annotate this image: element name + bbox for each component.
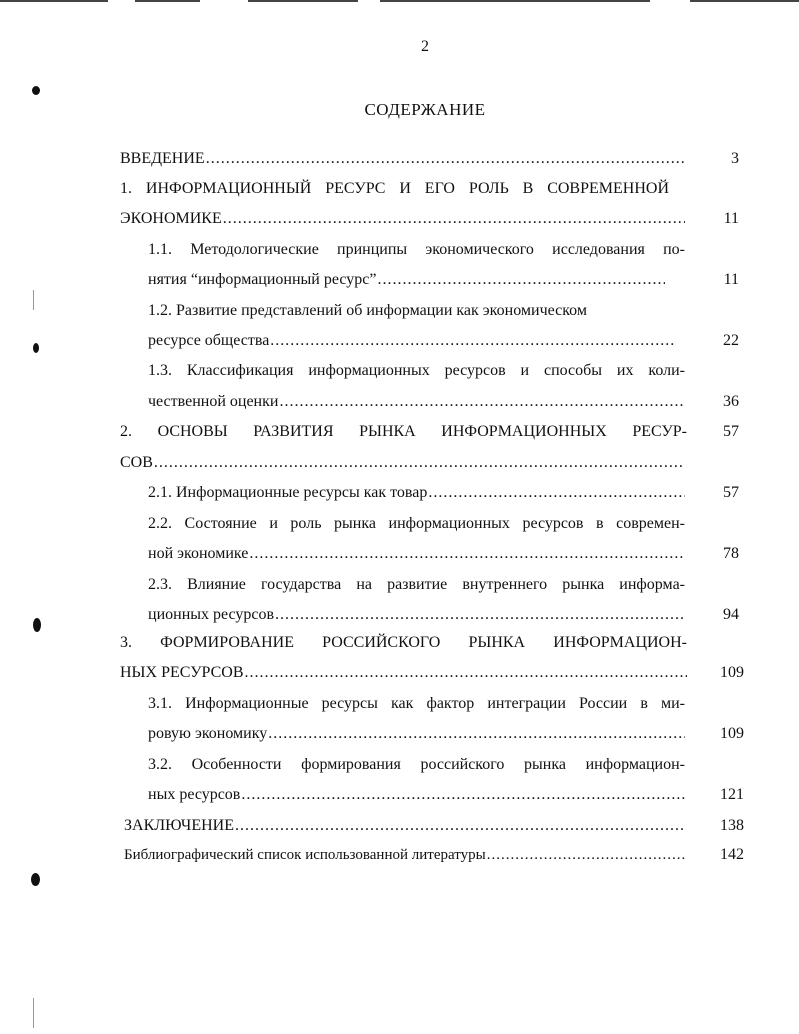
toc-entry-title: СОВ [120, 454, 153, 471]
toc-entry-introduction[interactable] [120, 149, 685, 169]
toc-entry-title: ЭКОНОМИКЕ [120, 210, 222, 227]
toc-entry-title: Библиографический список использованной литературы [124, 847, 486, 863]
toc-entry-title: ЗАКЛЮЧЕНИЕ [124, 817, 234, 834]
dot-leader [154, 453, 683, 473]
dot-leader [275, 605, 685, 625]
toc-page-number: 22 [723, 332, 739, 349]
dot-leader [206, 149, 685, 169]
toc-entry-section-3-2-cont[interactable] [148, 785, 685, 805]
toc-page-number: 57 [723, 423, 739, 440]
dot-leader [249, 544, 685, 564]
toc-page-number: 11 [723, 271, 739, 288]
toc-entry-section-3-1-cont[interactable] [148, 724, 685, 744]
toc-entry-chapter-3-cont[interactable] [120, 663, 687, 683]
toc-entry-title: нятия “информационный ресурс” [148, 271, 377, 288]
toc-entry-section-1-1-cont[interactable] [148, 270, 665, 290]
toc-entry-section-2-3[interactable]: 2.3. Влияние государства на развитие внутреннего рынка информа- [148, 576, 685, 593]
toc-entry-section-2-1[interactable] [148, 483, 685, 503]
toc-entry-title: ционных ресурсов [148, 606, 275, 623]
toc-entry-title: ВВЕДЕНИЕ [120, 150, 205, 167]
dot-leader [245, 663, 687, 683]
page-number: 2 [421, 38, 429, 55]
toc-entry-title: НЫХ РЕСУРСОВ [120, 664, 244, 681]
toc-entry-section-2-3-cont[interactable] [148, 605, 685, 625]
toc-page-number: 109 [720, 664, 744, 681]
dot-leader [241, 785, 685, 805]
toc-entry-section-1-2[interactable]: 1.2. Развитие представлений об информации как экономическом [148, 302, 587, 319]
toc-entry-title: ной экономике [148, 545, 249, 562]
toc-entry-bibliography[interactable] [124, 845, 685, 865]
toc-entry-section-1-3-cont[interactable] [148, 392, 685, 412]
dot-leader [223, 209, 685, 229]
toc-page-number: 94 [723, 606, 739, 623]
toc-page-number: 3 [731, 150, 739, 167]
toc-page-number: 78 [723, 545, 739, 562]
dot-leader [268, 724, 685, 744]
dot-leader [377, 270, 665, 290]
toc-entry-chapter-2[interactable]: 2. ОСНОВЫ РАЗВИТИЯ РЫНКА ИНФОРМАЦИОННЫХ РЕСУР- [120, 423, 687, 440]
toc-page-number: 138 [720, 817, 744, 834]
toc-entry-chapter-2-cont[interactable] [120, 453, 683, 473]
toc-entry-section-1-2-cont[interactable] [148, 331, 675, 351]
toc-entry-title: ровую экономику [148, 725, 268, 742]
toc-entry-title: ных ресурсов [148, 786, 241, 803]
toc-entry-chapter-1-cont[interactable] [120, 209, 685, 229]
dot-leader [279, 392, 685, 412]
toc-page-number: 142 [720, 846, 744, 863]
dot-leader [428, 483, 685, 503]
toc-entry-section-2-2-cont[interactable] [148, 544, 685, 564]
toc-entry-chapter-1[interactable]: 1. ИНФОРМАЦИОННЫЙ РЕСУРС И ЕГО РОЛЬ В СОВРЕМЕННОЙ [120, 180, 669, 197]
toc-entry-title: 2.1. Информационные ресурсы как товар [148, 484, 428, 501]
toc-page-number: 121 [720, 786, 744, 803]
toc-page-number: 36 [723, 393, 739, 410]
dot-leader [235, 816, 685, 836]
toc-entry-section-3-1[interactable]: 3.1. Информационные ресурсы как фактор интеграции России в ми- [148, 695, 685, 712]
dot-leader [270, 331, 675, 351]
toc-entry-title: чественной оценки [148, 393, 279, 410]
toc-entry-section-3-2[interactable]: 3.2. Особенности формирования российского рынка информацион- [148, 756, 685, 773]
toc-page-number: 109 [720, 725, 744, 742]
toc-page-number: 57 [723, 484, 739, 501]
toc-entry-conclusion[interactable] [124, 816, 685, 836]
toc-entry-title: ресурсе общества [148, 332, 270, 349]
toc-entry-chapter-3[interactable]: 3. ФОРМИРОВАНИЕ РОССИЙСКОГО РЫНКА ИНФОРМАЦИОН- [120, 634, 687, 651]
dot-leader [487, 845, 685, 865]
toc-entry-section-1-3[interactable]: 1.3. Классификация информационных ресурсов и способы их коли- [148, 362, 685, 379]
toc-entry-section-2-2[interactable]: 2.2. Состояние и роль рынка информационных ресурсов в современ- [148, 515, 685, 532]
toc-entry-section-1-1[interactable]: 1.1. Методологические принципы экономического исследования по- [148, 241, 685, 258]
toc-page-number: 11 [723, 210, 739, 227]
page-title: СОДЕРЖАНИЕ [364, 100, 486, 119]
